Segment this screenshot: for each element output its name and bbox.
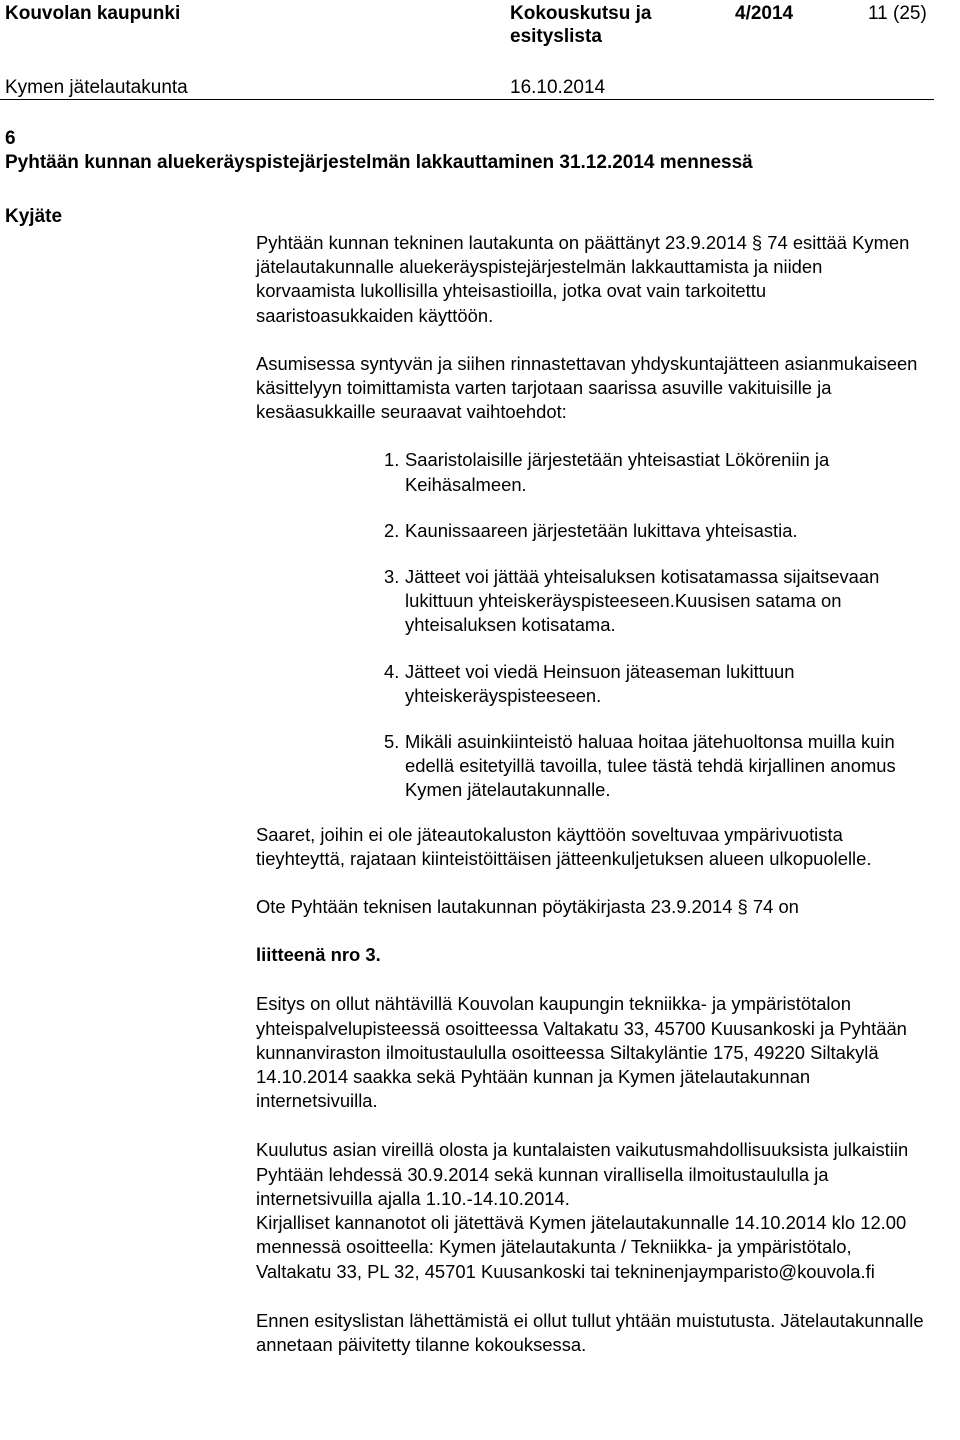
paragraph-decision: Pyhtään kunnan tekninen lautakunta on päättänyt 23.9.2014 § 74 esittää Kymen jätelautakunnalle aluekeräyspistejärjestelmän lakkauttamista ja niiden korvaamista lukollisilla yhteisastioilla, jotka ovat vain tarkoitettu saaristoasukkaiden käyttöön. [256,232,910,326]
list-item-number: 5. [384,731,400,753]
alternatives-list [256,448,926,802]
paragraph-reminders: Ennen esityslistan lähettämistä ei ollut tullut yhtään muistutusta. Jätelautakunnalle annetaan päivitetty tilanne kokouksessa. [256,1309,924,1355]
header-org: Kouvolan kaupunki [5,3,181,24]
header-divider [0,99,934,100]
paragraph-statements: Kirjalliset kannanotot oli jätettävä Kymen jätelautakunnalle 14.10.2014 klo 12.00 mennessä osoitteella: Kymen jätelautakunta / Tekniikka- ja ympäristötalo, Valtakatu 33, PL 32, 45701 Kuusankoski tai tekninenjaymparisto@kouvola.fi [256,1212,907,1282]
header-doc-type: Kokouskutsu ja esityslista [510,3,652,47]
paragraph-announcement: Kuulutus asian vireillä olosta ja kuntalaisten vaikutusmahdollisuuksista julkaistiin Pyhtään lehdessä 30.9.2014 sekä kunnan virallisella ilmoitustaululla ja internetsivuilla ajalla 1.10.-14.10.2014. [256,1139,909,1209]
list-item-number: 1. [384,449,400,471]
header-page: 11 (25) [868,3,927,24]
list-item-text: Saaristolaisille järjestetään yhteisastiat Lököreniin ja Keihäsalmeen. [405,449,830,495]
list-item-text: Kaunissaareen järjestetään lukittava yhteisastia. [405,519,798,541]
paragraph-attachment: liitteenä nro 3. [256,944,381,966]
section-speaker: Kyjäte [5,206,63,227]
list-item-number: 3. [384,566,400,588]
header-board: Kymen jätelautakunta [5,77,188,98]
list-item-text: Mikäli asuinkiinteistö haluaa hoitaa jätehuoltonsa muilla kuin edellä esitetyillä tavoilla, tulee tästä tehdä kirjallinen anomus Kymen jätelautakunnalle. [405,731,896,801]
list-item [256,565,926,638]
list-item-number: 2. [384,519,400,541]
paragraph-display: Esitys on ollut nähtävillä Kouvolan kaupungin tekniikka- ja ympäristötalon yhteispalvelupisteessä osoitteessa Valtakatu 33, 45700 Kuusankoski ja Pyhtään kunnanviraston ilmoitustaululla osoitteessa Siltakyläntie 175, 49220 Siltakylä 14.10.2014 saakka sekä Pyhtään kunnan ja Kymen jätelautakunnan internetsivuilla. [256,993,907,1112]
list-item-text: Jätteet voi jättää yhteisaluksen kotisatamassa sijaitsevaan lukittuun yhteiskeräyspisteeseen.Kuusisen satama on yhteisaluksen kotisatama. [405,566,880,636]
list-item [256,519,926,543]
header-date: 16.10.2014 [510,77,606,98]
paragraph-islands: Saaret, joihin ei ole jäteautokaluston käyttöön soveltuvaa ympärivuotista tieyhteyttä, rajataan kiinteistöittäisen jätteenkuljetuksen alueen ulkopuolelle. [256,823,872,869]
section-title: Pyhtään kunnan aluekeräyspistejärjestelmän lakkauttaminen 31.12.2014 mennessä [5,152,753,173]
list-item [256,730,926,803]
paragraph-extract: Ote Pyhtään teknisen lautakunnan pöytäkirjasta 23.9.2014 § 74 on [256,896,799,918]
section-body [256,231,926,1357]
list-item-text: Jätteet voi viedä Heinsuon jäteaseman lukittuun yhteiskeräyspisteeseen. [405,660,795,706]
list-item [256,448,926,496]
section-number: 6 [5,128,16,149]
list-item [256,660,926,708]
list-item-number: 4. [384,660,400,682]
header-number: 4/2014 [735,3,794,24]
paragraph-alternatives-intro: Asumisessa syntyvän ja siihen rinnastettavan yhdyskuntajätteen asianmukaiseen käsittelyyn toimittamista varten tarjotaan saarissa asuville vakituisille ja kesäasukkaille seuraavat vaihtoehdot: [256,352,918,423]
